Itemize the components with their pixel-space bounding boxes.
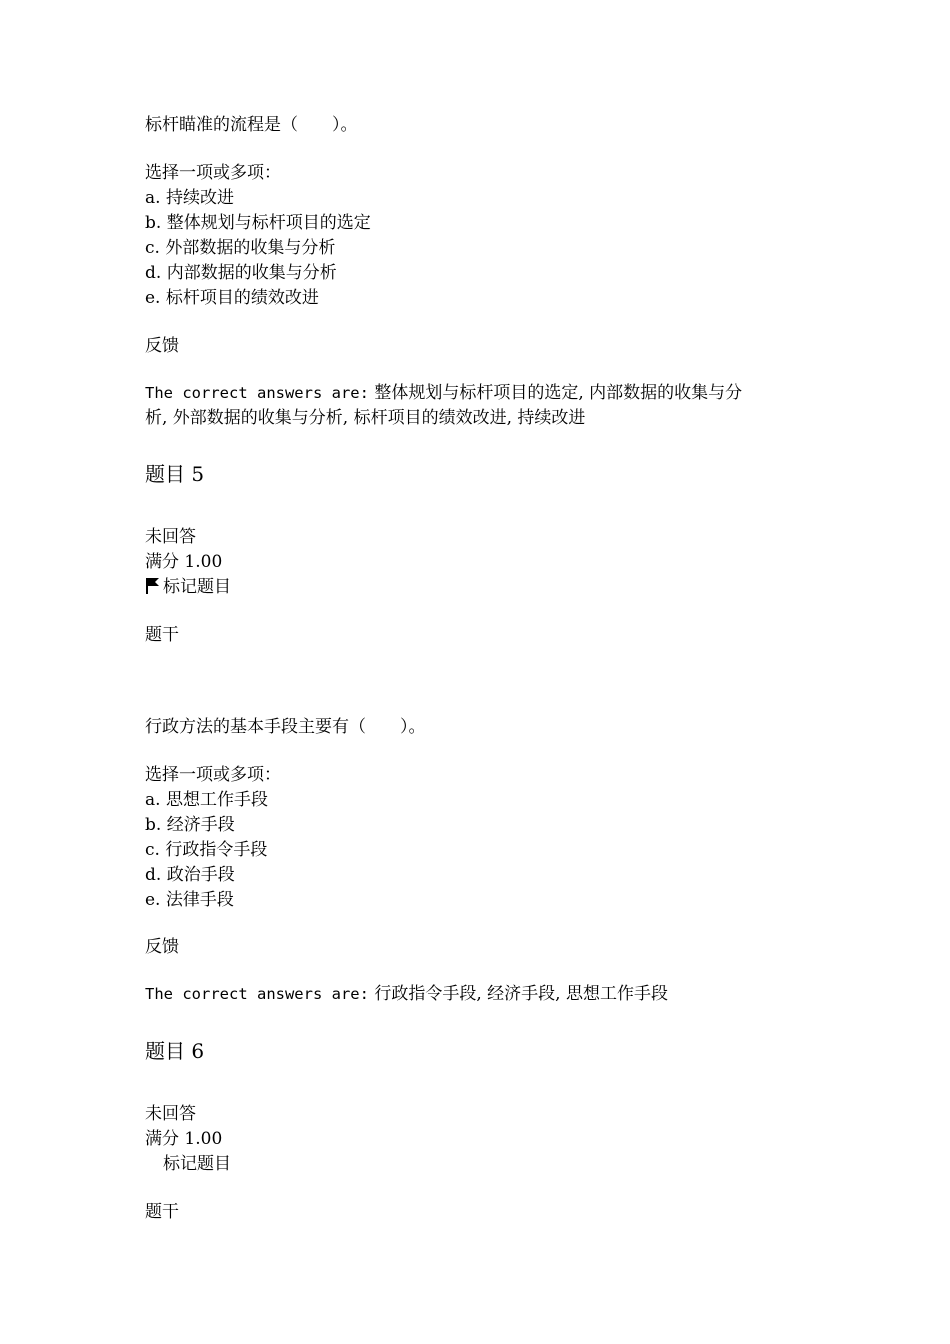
answer-prefix: The correct answers are: — [145, 985, 369, 1003]
question-4-option-b[interactable]: b. 整体规划与标杆项目的选定 — [145, 213, 371, 233]
answer-prefix: The correct answers are: — [145, 384, 369, 402]
question-4-feedback-label: 反馈 — [145, 336, 179, 356]
question-6-flag[interactable] — [145, 1152, 231, 1177]
question-6-stem-label: 题干 — [145, 1202, 179, 1222]
answer-text: 整体规划与标杆项目的选定, 内部数据的收集与分 — [368, 383, 743, 403]
question-6-score: 满分 1.00 — [145, 1129, 223, 1149]
question-5-heading: 题目 5 — [145, 462, 205, 486]
question-5-feedback-label: 反馈 — [145, 937, 179, 957]
flag-label[interactable]: 标记题目 — [163, 1154, 231, 1174]
question-5-option-d[interactable]: d. 政治手段 — [145, 865, 235, 885]
question-4-option-a[interactable]: a. 持续改进 — [145, 188, 234, 208]
flag-label[interactable]: 标记题目 — [163, 577, 231, 597]
question-5-option-b[interactable]: b. 经济手段 — [145, 815, 235, 835]
question-5-answer-line — [145, 982, 668, 1007]
answer-text: 行政指令手段, 经济手段, 思想工作手段 — [368, 984, 668, 1004]
question-4-answer-line-1 — [145, 381, 742, 406]
question-4-option-d[interactable]: d. 内部数据的收集与分析 — [145, 263, 337, 283]
question-5-option-c[interactable]: c. 行政指令手段 — [145, 840, 268, 860]
question-4-prompt: 选择一项或多项： — [145, 163, 281, 183]
question-4-stem: 标杆瞄准的流程是（ ）。 — [145, 115, 358, 135]
question-5-option-e[interactable]: e. 法律手段 — [145, 890, 234, 910]
question-6-status: 未回答 — [145, 1104, 196, 1124]
question-5-flag[interactable] — [145, 575, 231, 600]
question-5-status: 未回答 — [145, 527, 196, 547]
question-5-stem: 行政方法的基本手段主要有（ ）。 — [145, 717, 426, 737]
question-5-stem-label: 题干 — [145, 625, 179, 645]
question-5-score: 满分 1.00 — [145, 552, 223, 572]
question-5-option-a[interactable]: a. 思想工作手段 — [145, 790, 268, 810]
question-4-option-c[interactable]: c. 外部数据的收集与分析 — [145, 238, 336, 258]
question-6-heading: 题目 6 — [145, 1039, 205, 1063]
question-4-answer-line-2: 析, 外部数据的收集与分析, 标杆项目的绩效改进, 持续改进 — [145, 408, 586, 428]
question-5-prompt: 选择一项或多项： — [145, 765, 281, 785]
flag-icon[interactable] — [145, 577, 161, 595]
question-4-option-e[interactable]: e. 标杆项目的绩效改进 — [145, 288, 319, 308]
